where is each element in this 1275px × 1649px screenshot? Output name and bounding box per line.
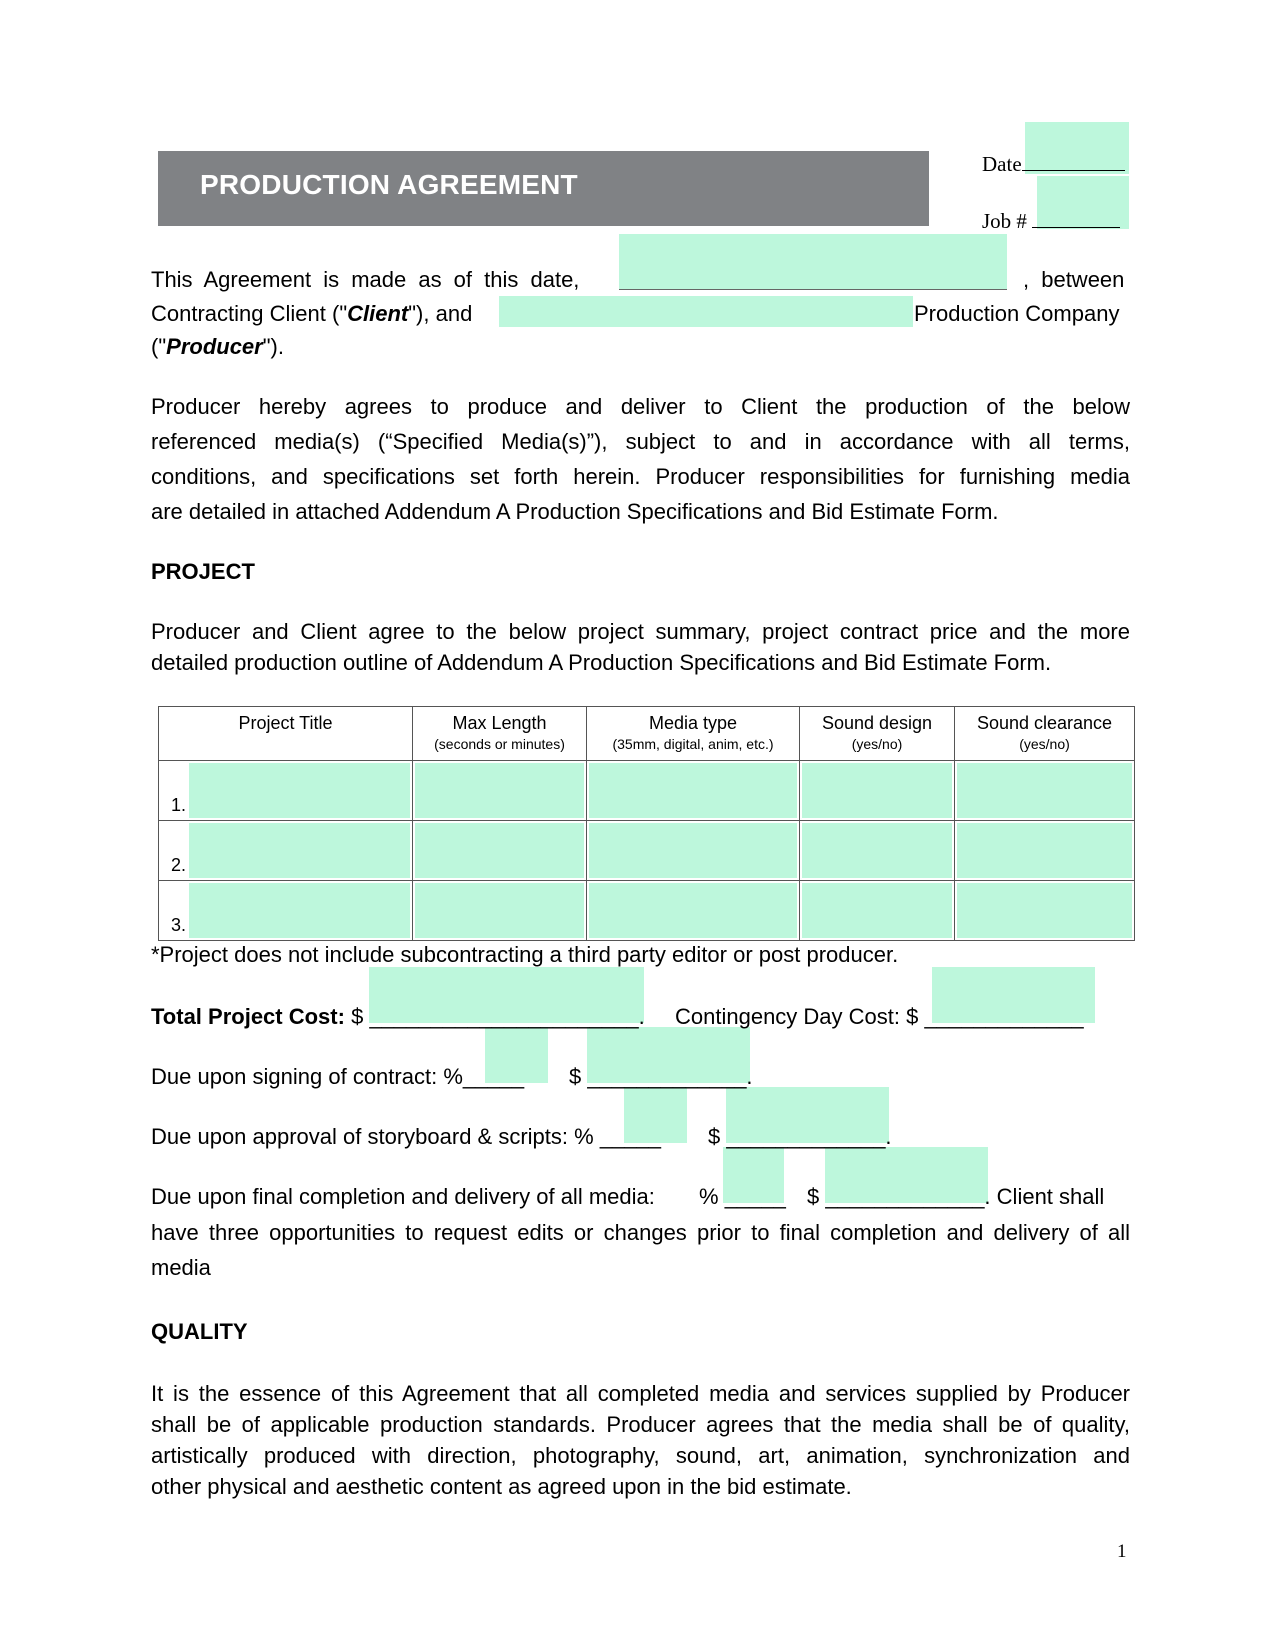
sound-design-field[interactable]	[802, 883, 952, 938]
sound-design-cell	[800, 881, 955, 941]
table-row	[159, 881, 1135, 941]
table-row	[159, 761, 1135, 821]
final-line: Due upon final completion and delivery of all media: % _____ $ _____________. Client shall	[151, 1184, 1105, 1209]
project-title-cell	[159, 761, 413, 821]
column-header-sound-design: Sound design (yes/no)	[800, 707, 955, 761]
total-cost-line: Total Project Cost: $ ______________________. Contingency Day Cost: $ _____________	[151, 1004, 1084, 1029]
media-type-cell	[587, 761, 800, 821]
media-type-field[interactable]	[589, 763, 797, 818]
column-header-project-title: Project Title	[159, 707, 413, 761]
sound-design-field[interactable]	[802, 823, 952, 878]
column-header-sound-clearance: Sound clearance (yes/no)	[955, 707, 1135, 761]
row-number: 3.	[171, 915, 187, 935]
sound-design-cell	[800, 821, 955, 881]
page-number: 1	[1117, 1541, 1127, 1562]
max-length-cell	[413, 761, 587, 821]
sound-design-cell	[800, 761, 955, 821]
table-note: *Project does not include subcontracting a third party editor or post producer.	[151, 942, 899, 967]
project-title-field[interactable]	[189, 883, 410, 938]
paragraph-1: Producer hereby agrees to produce and deliver to Client the production of the below referenced media(s) (“Specified Media(s)”), subject to and in accordance with all terms, conditions, and specifications set forth herein. Producer responsibilities for furnishing media are detailed in attached Addendum A Production Specifications and Bid Estimate Form.	[151, 394, 1130, 524]
table-header-row	[159, 707, 1135, 761]
media-type-cell	[587, 881, 800, 941]
max-length-field[interactable]	[415, 883, 584, 938]
project-intro: Producer and Client agree to the below project summary, project contract price and the more detailed production outline of Addendum A Production Specifications and Bid Estimate Form.	[151, 619, 1130, 675]
client-term: Client	[347, 301, 409, 326]
contingency-label: Contingency Day Cost:	[675, 1004, 900, 1029]
signing-line: Due upon signing of contract: %_____ $ _____________.	[151, 1064, 753, 1089]
final-continued: have three opportunities to request edits or changes prior to final completion and delivery of all media	[151, 1220, 1130, 1280]
intro-line-1: This Agreement is made as of this date, , between	[151, 267, 1125, 292]
sound-clearance-cell	[955, 881, 1135, 941]
sound-clearance-cell	[955, 821, 1135, 881]
column-header-media-type: Media type (35mm, digital, anim, etc.)	[587, 707, 800, 761]
media-type-field[interactable]	[589, 883, 797, 938]
sound-design-field[interactable]	[802, 763, 952, 818]
project-title-cell	[159, 881, 413, 941]
sound-clearance-field[interactable]	[957, 823, 1132, 878]
max-length-field[interactable]	[415, 823, 584, 878]
sound-clearance-cell	[955, 761, 1135, 821]
project-title-field[interactable]	[189, 763, 410, 818]
signing-label: Due upon signing of contract:	[151, 1064, 438, 1089]
approval-label: Due upon approval of storyboard & scripts:	[151, 1124, 569, 1149]
quality-heading: QUALITY	[151, 1319, 248, 1344]
media-type-cell	[587, 821, 800, 881]
final-label: Due upon final completion and delivery of all media:	[151, 1184, 655, 1209]
table-row	[159, 821, 1135, 881]
total-project-cost-label: Total Project Cost:	[151, 1004, 345, 1029]
intro-line-2: Contracting Client ("Client"), and Production Company	[151, 301, 1120, 326]
max-length-field[interactable]	[415, 763, 584, 818]
job-label: Job #	[982, 208, 1120, 234]
row-number: 2.	[171, 855, 187, 875]
project-title-field[interactable]	[189, 823, 410, 878]
sound-clearance-field[interactable]	[957, 763, 1132, 818]
max-length-cell	[413, 881, 587, 941]
producer-term: Producer	[166, 334, 263, 359]
date-label: Date	[982, 151, 1125, 177]
column-header-max-length: Max Length (seconds or minutes)	[413, 707, 587, 761]
media-type-field[interactable]	[589, 823, 797, 878]
project-heading: PROJECT	[151, 559, 255, 584]
sound-clearance-field[interactable]	[957, 883, 1132, 938]
quality-paragraph: It is the essence of this Agreement that all completed media and services supplied by Producer shall be of applicable production standards. Producer agrees that the media shall be of quality, artistically produced with direction, photography, sound, art, animation, synchronization and other physical and aesthetic content as agreed upon in the bid estimate.	[151, 1381, 1130, 1499]
document-title: PRODUCTION AGREEMENT	[200, 169, 578, 200]
project-table	[158, 706, 1135, 941]
row-number: 1.	[171, 795, 187, 815]
max-length-cell	[413, 821, 587, 881]
intro-line-3: ("Producer").	[151, 334, 284, 359]
approval-line: Due upon approval of storyboard & scripts: % _____ $ _____________.	[151, 1124, 892, 1149]
project-title-cell	[159, 821, 413, 881]
